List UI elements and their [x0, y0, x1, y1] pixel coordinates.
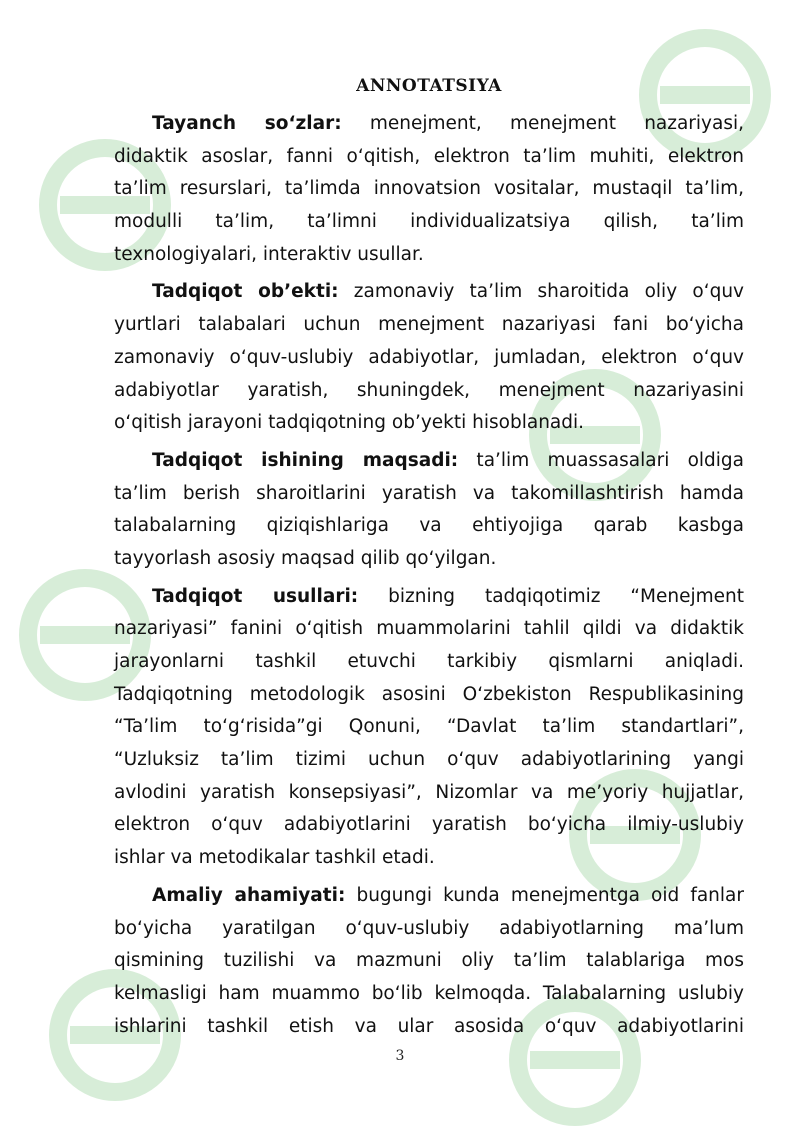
paragraph-line: ta’lim resurslari, ta’limda innovatsion vositalar, mustaqil ta’lim,: [114, 178, 744, 200]
paragraph-line: Tadqiqotning metodologik asosini O‘zbekiston Respublikasining: [114, 683, 744, 705]
paragraph-line: “Uzluksiz ta’lim tizimi uchun o‘quv adabiyotlarining yangi: [114, 749, 744, 771]
paragraph-research-object: [114, 276, 744, 439]
paragraph-line: ta’lim berish sharoitlarini yaratish va takomillashtirish hamda: [114, 482, 744, 504]
paragraph-line: Tadqiqot ob’ekti: zamonaviy ta’lim sharoitida oliy o‘quv: [152, 281, 745, 303]
paragraph-line: modulli ta’lim, ta’limni individualizatsiya qilish, ta’lim: [114, 211, 744, 233]
paragraph-research-goal: [114, 445, 744, 576]
paragraph-line: zamonaviy o‘quv-uslubiy adabiyotlar, jumladan, elektron o‘quv: [114, 346, 744, 368]
paragraph-research-methods: [114, 581, 744, 875]
paragraph-line: talabalarning qiziqishlariga va ehtiyojiga qarab kasbga: [114, 515, 744, 537]
paragraph-line: elektron o‘quv adabiyotlarini yaratish bo‘yicha ilmiy-uslubiy: [114, 814, 744, 836]
paragraph-line: jarayonlarni tashkil etuvchi tarkibiy qismlarni aniqladi.: [114, 651, 744, 672]
paragraph-line: bo‘yicha yaratilgan o‘quv-uslubiy adabiyotlarning ma’lum: [114, 917, 744, 939]
paragraph-line: o‘qitish jarayoni tadqiqotning ob’yekti hisoblanadi.: [114, 412, 585, 434]
paragraph-keyword: Tadqiqot ishining maqsadi:: [152, 449, 459, 471]
paragraph-line: Tadqiqot usullari: bizning tadqiqotimiz “Menejment: [152, 585, 744, 607]
paragraph-line: “Ta’lim to‘g‘risida”gi Qonuni, “Davlat ta’lim standartlari”,: [114, 716, 744, 738]
paragraph-keywords: [114, 108, 744, 271]
paragraph-line: ishlarini tashkil etish va ular asosida o‘quv adabiyotlarini: [114, 1015, 744, 1037]
paragraph-keyword: Tayanch so‘zlar:: [152, 113, 342, 134]
paragraph-line: nazariyasi” fanini o‘qitish muammolarini tahlil qildi va didaktik: [114, 618, 744, 640]
page-number: 3: [395, 1048, 405, 1064]
paragraph-line: Tayanch so‘zlar: menejment, menejment nazariyasi,: [152, 113, 744, 134]
paragraph-line: texnologiyalari, interaktiv usullar.: [114, 243, 424, 265]
document-title: ANNOTATSIYA: [356, 76, 502, 96]
paragraph-keyword: Tadqiqot ob’ekti:: [152, 281, 339, 303]
paragraph-line: Amaliy ahamiyati: bugungi kunda menejmentga oid fanlar: [152, 884, 744, 906]
paragraph-line: didaktik asoslar, fanni o‘qitish, elektron ta’lim muhiti, elektron: [114, 145, 744, 167]
paragraph-line: adabiyotlar yaratish, shuningdek, menejment nazariyasini: [114, 379, 744, 401]
paragraph-keyword: Amaliy ahamiyati:: [152, 884, 346, 906]
paragraph-line: tayyorlash asosiy maqsad qilib qo‘yilgan.: [114, 547, 497, 569]
paragraph-line: ishlar va metodikalar tashkil etadi.: [114, 847, 435, 869]
paragraph-line: Tadqiqot ishining maqsadi: ta’lim muassasalari oldiga: [152, 449, 744, 471]
paragraph-line: yurtlari talabalari uchun menejment nazariyasi fani bo‘yicha: [114, 314, 744, 336]
paragraph-line: qismining tuzilishi va mazmuni oliy ta’lim talablariga mos: [114, 950, 744, 972]
paragraph-line: avlodini yaratish konsepsiyasi”, Nizomlar va me’yoriy hujjatlar,: [114, 781, 744, 803]
document-body: [114, 72, 744, 1048]
paragraph-line: kelmasligi ham muammo bo‘lib kelmoqda. Talabalarning uslubiy: [114, 982, 744, 1004]
paragraph-practical-significance: [114, 880, 744, 1043]
paragraph-keyword: Tadqiqot usullari:: [152, 585, 359, 607]
